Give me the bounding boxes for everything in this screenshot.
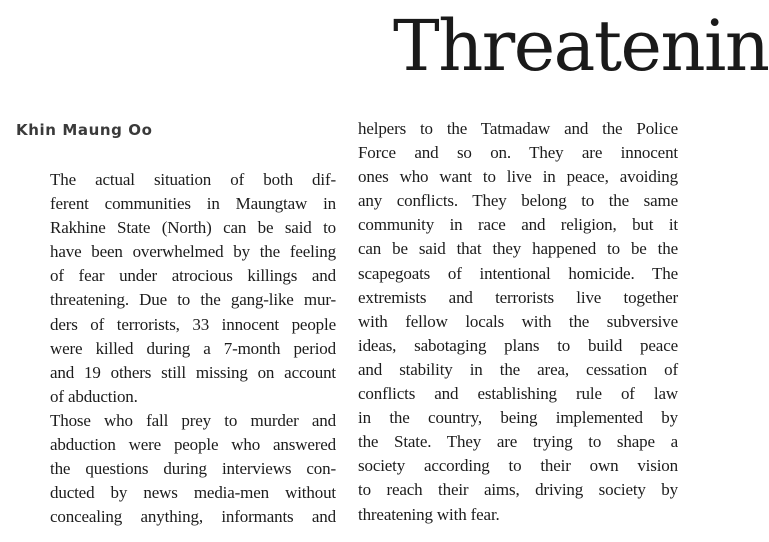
- text-line: The actual situation of both dif-: [50, 170, 336, 189]
- article-column-left: [16, 168, 336, 529]
- text-line: extremists and terrorists live together: [358, 287, 678, 307]
- text-line: any conflicts. They belong to the same: [358, 191, 678, 211]
- text-line: Rakhine State (North) can be said to: [50, 218, 336, 238]
- paragraph-2-continued: [358, 117, 678, 527]
- article-byline: Khin Maung Oo: [16, 121, 153, 139]
- text-line: abduction were people who answered: [50, 435, 336, 455]
- article-headline: Threatenin: [393, 5, 769, 87]
- text-line: and 19 others still missing on account: [50, 362, 336, 382]
- text-line: the questions during interviews con-: [50, 459, 336, 479]
- text-line: of abduction.: [50, 386, 138, 406]
- text-line: society according to their own vision: [358, 456, 678, 476]
- text-line: and stability in the area, cessation of: [358, 359, 678, 379]
- text-line: conflicts and establishing rule of law: [358, 384, 678, 404]
- text-line: ones who want to live in peace, avoiding: [358, 167, 678, 187]
- text-line: ducted by news media-men without: [50, 483, 336, 503]
- paragraph-1: [16, 168, 336, 409]
- text-line: threatening. Due to the gang-like mur-: [50, 290, 336, 310]
- article-column-right: [358, 117, 678, 527]
- text-line: have been overwhelmed by the feeling: [50, 242, 336, 262]
- text-line: the State. They are trying to shape a: [358, 432, 678, 452]
- text-line: concealing anything, informants and: [50, 507, 336, 527]
- paragraph-2: [16, 409, 336, 529]
- text-line: in the country, being implemented by: [358, 408, 678, 428]
- text-line: of fear under atrocious killings and: [50, 266, 336, 286]
- text-line: ders of terrorists, 33 innocent people: [50, 314, 336, 334]
- text-line: Those who fall prey to murder and: [50, 410, 336, 430]
- text-line: ferent communities in Maungtaw in: [50, 194, 336, 214]
- text-line: helpers to the Tatmadaw and the Police: [358, 119, 678, 138]
- text-line: to reach their aims, driving society by: [358, 480, 678, 500]
- text-line: Force and so on. They are innocent: [358, 143, 678, 163]
- text-line: threatening with fear.: [358, 504, 500, 524]
- text-line: scapegoats of intentional homicide. The: [358, 263, 678, 283]
- text-line: with fellow locals with the subversive: [358, 311, 678, 331]
- text-line: community in race and religion, but it: [358, 215, 678, 235]
- text-line: ideas, sabotaging plans to build peace: [358, 335, 678, 355]
- text-line: were killed during a 7-month period: [50, 338, 336, 358]
- text-line: can be said that they happened to be the: [358, 239, 678, 259]
